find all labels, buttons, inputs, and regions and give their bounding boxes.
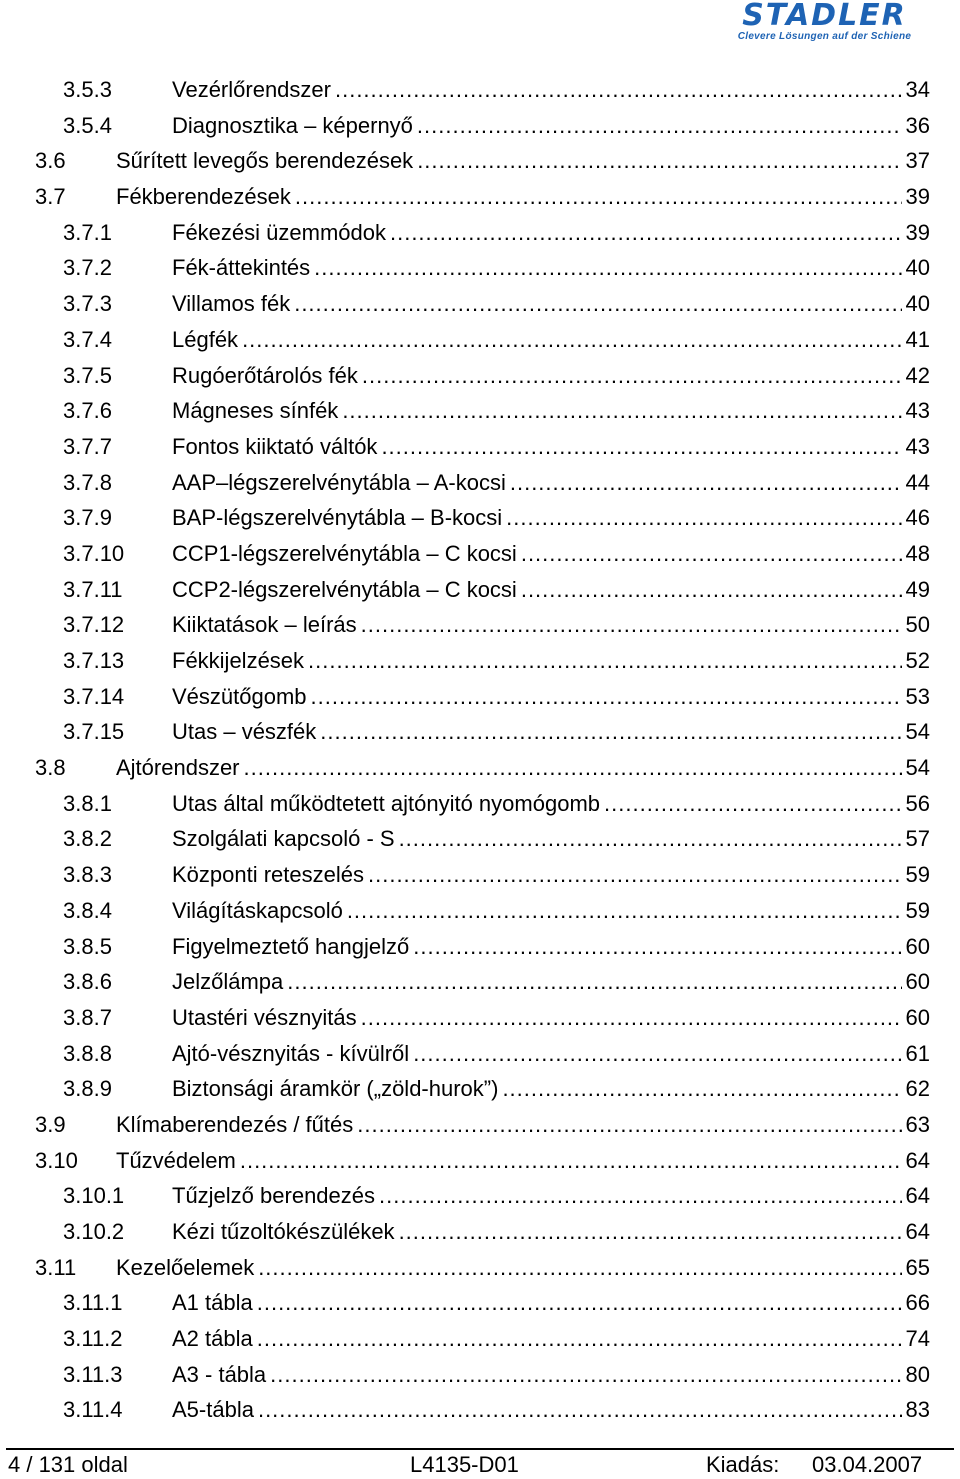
page-footer <box>0 1452 960 1478</box>
toc-entry[interactable] <box>0 1285 960 1321</box>
toc-entry-line <box>172 607 930 643</box>
toc-entry[interactable] <box>0 143 960 179</box>
toc-entry-page: 60 <box>905 969 930 995</box>
toc-entry[interactable] <box>0 1178 960 1214</box>
toc-entry-page: 50 <box>905 612 930 638</box>
toc-entry-number: 3.7.12 <box>63 612 125 638</box>
toc-dot-leader <box>361 607 902 643</box>
toc-entry[interactable] <box>0 500 960 536</box>
toc-entry-number: 3.9 <box>35 1111 66 1137</box>
toc-dot-leader <box>413 929 901 965</box>
toc-entry[interactable] <box>0 1000 960 1036</box>
toc-entry[interactable] <box>0 286 960 322</box>
toc-dot-leader <box>240 1143 902 1179</box>
toc-entry[interactable] <box>0 215 960 251</box>
toc-entry-number: 3.7.9 <box>63 505 112 531</box>
toc-entry-page: 52 <box>905 648 930 673</box>
toc-entry-line <box>172 358 930 394</box>
toc-entry-title: Szolgálati kapcsoló - S <box>172 826 395 852</box>
toc-entry[interactable] <box>0 786 960 822</box>
toc-entry-title: Ajtó-vésznyitás - kívülről <box>172 1040 410 1066</box>
toc-entry-number: 3.8.4 <box>63 897 112 923</box>
toc-entry-line <box>172 500 930 536</box>
toc-dot-leader <box>502 1071 901 1107</box>
toc-entry-line <box>172 1214 930 1250</box>
toc-entry-line <box>172 679 930 715</box>
toc-entry-line <box>172 72 930 108</box>
toc-entry[interactable] <box>0 250 960 286</box>
toc-entry-line <box>172 393 930 429</box>
toc-entry-page: 80 <box>905 1361 930 1387</box>
toc-entry-number: 3.8.1 <box>63 790 112 816</box>
toc-entry-page: 64 <box>905 1183 930 1209</box>
toc-dot-leader <box>357 1107 901 1143</box>
toc-dot-leader <box>390 215 902 251</box>
toc-entry-page: 56 <box>905 790 930 816</box>
toc-entry-number: 3.7.7 <box>63 433 112 459</box>
toc-entry-title: Világításkapcsoló <box>172 897 343 923</box>
toc-entry-title: Utastéri vésznyitás <box>172 1004 357 1030</box>
toc-entry-title: Klímaberendezés / fűtés <box>116 1111 354 1137</box>
toc-entry-page: 44 <box>905 469 930 495</box>
toc-entry-title: Központi reteszelés <box>172 862 364 888</box>
toc-entry-line <box>172 929 930 965</box>
toc-entry[interactable] <box>0 1036 960 1072</box>
toc-entry-number: 3.7.10 <box>63 540 125 566</box>
toc-entry-title: Fék-áttekintés <box>172 255 311 281</box>
toc-entry-page: 83 <box>905 1397 930 1423</box>
toc-entry-line <box>172 714 930 750</box>
toc-entry-number: 3.5.4 <box>63 112 112 138</box>
toc-entry-line <box>172 821 930 857</box>
toc-entry[interactable] <box>0 893 960 929</box>
toc-entry-page: 59 <box>905 897 930 923</box>
toc-entry-number: 3.7.14 <box>63 683 125 709</box>
toc-entry[interactable] <box>0 1321 960 1357</box>
toc-entry-page: 60 <box>905 1004 930 1030</box>
toc-entry[interactable] <box>0 1392 960 1428</box>
toc-entry-number: 3.8.2 <box>63 826 112 852</box>
toc-dot-leader <box>270 1357 901 1393</box>
toc-dot-leader <box>242 322 901 358</box>
toc-entry-number: 3.7.6 <box>63 398 112 424</box>
toc-entry[interactable] <box>0 72 960 108</box>
toc-entry-line <box>172 1285 930 1321</box>
toc-entry-title: Fékkijelzések <box>172 648 305 673</box>
toc-entry-number: 3.8.3 <box>63 862 112 888</box>
toc-entry-title: Fékezési üzemmódok <box>172 219 386 245</box>
toc-dot-leader <box>521 536 902 572</box>
footer-divider <box>6 1448 954 1450</box>
toc-entry[interactable] <box>0 714 960 750</box>
toc-entry-page: 61 <box>905 1040 930 1066</box>
toc-dot-leader <box>258 1392 902 1428</box>
toc-entry-line <box>172 215 930 251</box>
toc-entry-title: A1 tábla <box>172 1290 253 1316</box>
toc-entry-title: Kiiktatások – leírás <box>172 612 357 638</box>
toc-dot-leader <box>417 108 902 144</box>
toc-dot-leader <box>335 72 902 108</box>
toc-entry-line <box>172 786 930 822</box>
toc-entry-title: A5-tábla <box>172 1397 254 1423</box>
toc-entry-title: Rugóerőtárolós fék <box>172 362 358 388</box>
toc-entry-page: 64 <box>905 1219 930 1244</box>
toc-entry-line <box>116 1143 930 1179</box>
toc-entry[interactable] <box>0 929 960 965</box>
toc-entry-number: 3.8.7 <box>63 1004 112 1030</box>
footer-doc-id: L4135-D01 <box>410 1452 519 1477</box>
toc-entry-page: 36 <box>905 112 930 138</box>
toc-entry-line <box>116 143 930 179</box>
toc-entry[interactable] <box>0 607 960 643</box>
toc-entry-page: 65 <box>905 1254 930 1280</box>
toc-dot-leader <box>258 1250 901 1286</box>
toc-entry-title: Tűzvédelem <box>116 1147 236 1173</box>
toc-entry-page: 62 <box>905 1076 930 1102</box>
logo-slogan: Clevere Lösungen auf der Schiene <box>737 31 912 42</box>
toc-entry-number: 3.8.5 <box>63 933 112 959</box>
toc-entry[interactable] <box>0 821 960 857</box>
footer-issue-label: Kiadás: <box>706 1452 780 1477</box>
toc-entry-page: 41 <box>905 326 930 352</box>
toc-entry-line <box>116 1107 930 1143</box>
toc-dot-leader <box>342 393 901 429</box>
toc-entry-title: Vezérlőrendszer <box>172 77 331 102</box>
toc-entry-title: Sűrített levegős berendezések <box>116 148 414 174</box>
toc-entry-line <box>172 1178 930 1214</box>
toc-entry-line <box>172 643 930 679</box>
toc-entry-title: Figyelmeztető hangjelző <box>172 933 410 959</box>
toc-entry-line <box>116 1250 930 1286</box>
toc-entry-line <box>116 179 930 215</box>
toc-entry-line <box>172 322 930 358</box>
toc-dot-leader <box>604 786 902 822</box>
toc-dot-leader <box>399 821 902 857</box>
toc-dot-leader <box>399 1214 902 1250</box>
toc-entry-title: Kezelőelemek <box>116 1254 255 1280</box>
toc-entry-number: 3.7.11 <box>63 576 123 602</box>
toc-entry-title: A3 - tábla <box>172 1361 267 1387</box>
toc-entry[interactable] <box>0 1071 960 1107</box>
toc-entry-number: 3.10.1 <box>63 1183 125 1209</box>
toc-entry-page: 59 <box>905 862 930 888</box>
toc-entry-number: 3.7.13 <box>63 648 125 673</box>
toc-entry[interactable] <box>0 429 960 465</box>
toc-entry[interactable] <box>0 857 960 893</box>
toc-entry-line <box>172 964 930 1000</box>
toc-dot-leader <box>521 572 902 608</box>
toc-entry-page: 64 <box>905 1147 930 1173</box>
toc-entry-title: Utas által működtetett ajtónyitó nyomógomb <box>172 790 601 816</box>
toc-entry-page: 46 <box>905 505 930 531</box>
toc-entry-title: CCP1-légszerelvénytábla – C kocsi <box>172 540 517 566</box>
toc-entry-line <box>172 1321 930 1357</box>
toc-entry-number: 3.7.15 <box>63 719 125 745</box>
toc-entry[interactable] <box>0 393 960 429</box>
toc-entry[interactable] <box>0 679 960 715</box>
toc-entry-number: 3.11 <box>35 1254 77 1280</box>
toc-dot-leader <box>314 250 901 286</box>
toc-entry[interactable] <box>0 1357 960 1393</box>
toc-entry-number: 3.6 <box>35 148 66 174</box>
toc-entry[interactable] <box>0 179 960 215</box>
toc-entry-page: 37 <box>905 148 930 174</box>
toc-entry-page: 39 <box>905 219 930 245</box>
toc-entry-page: 43 <box>905 398 930 424</box>
toc-entry-line <box>172 857 930 893</box>
toc-entry-line <box>172 1036 930 1072</box>
toc-dot-leader <box>295 179 902 215</box>
toc-entry-line <box>116 750 930 786</box>
toc-entry-number: 3.7.8 <box>63 469 112 495</box>
toc-entry-page: 48 <box>905 540 930 566</box>
toc-dot-leader <box>361 1000 902 1036</box>
toc-entry[interactable] <box>0 643 960 679</box>
toc-dot-leader <box>368 857 902 893</box>
toc-entry-number: 3.7.5 <box>63 362 112 388</box>
footer-page-info: 4 / 131 oldal <box>8 1452 128 1477</box>
toc-entry-title: Diagnosztika – képernyő <box>172 112 413 138</box>
toc-dot-leader <box>381 429 901 465</box>
stadler-logo <box>707 0 942 44</box>
toc-entry-page: 54 <box>905 719 930 745</box>
toc-entry-page: 66 <box>905 1290 930 1316</box>
toc-dot-leader <box>311 679 902 715</box>
toc-dot-leader <box>506 500 901 536</box>
toc-entry-title: Jelzőlámpa <box>172 969 284 995</box>
logo-wordmark: STADLER <box>742 0 907 33</box>
toc-entry-number: 3.7.1 <box>63 219 112 245</box>
toc-entry-number: 3.11.3 <box>63 1361 123 1387</box>
toc-dot-leader <box>294 286 901 322</box>
toc-entry[interactable] <box>0 1107 960 1143</box>
toc-dot-leader <box>510 465 902 501</box>
toc-entry-line <box>172 286 930 322</box>
toc-entry-number: 3.7.2 <box>63 255 112 281</box>
toc-entry-title: Biztonsági áramkör („zöld-hurok”) <box>172 1076 499 1102</box>
toc-entry-number: 3.11.4 <box>63 1397 123 1423</box>
toc-entry-number: 3.11.1 <box>63 1290 123 1316</box>
toc-dot-leader <box>244 750 902 786</box>
toc-entry[interactable] <box>0 465 960 501</box>
toc-entry-number: 3.7.3 <box>63 291 112 317</box>
toc-entry-title: Utas – vészfék <box>172 719 317 745</box>
toc-entry[interactable] <box>0 358 960 394</box>
toc-entry[interactable] <box>0 1143 960 1179</box>
toc-entry-page: 57 <box>905 826 930 852</box>
toc-dot-leader <box>320 714 901 750</box>
toc-entry-page: 74 <box>905 1326 930 1352</box>
toc-entry-page: 43 <box>905 433 930 459</box>
toc-entry[interactable] <box>0 572 960 608</box>
toc-entry-line <box>172 465 930 501</box>
toc-entry-number: 3.10.2 <box>63 1219 125 1244</box>
toc-entry-line <box>172 108 930 144</box>
toc-entry-page: 53 <box>905 683 930 709</box>
toc-entry-title: Ajtórendszer <box>116 755 240 781</box>
toc-entry-number: 3.8.8 <box>63 1040 112 1066</box>
toc-entry[interactable] <box>0 750 960 786</box>
toc-entry-number: 3.8 <box>35 755 66 781</box>
toc-entry[interactable] <box>0 1214 960 1250</box>
toc-entry-page: 63 <box>905 1111 930 1137</box>
toc-entry-title: A2 tábla <box>172 1326 253 1352</box>
toc-entry-page: 60 <box>905 933 930 959</box>
toc-entry-line <box>172 1000 930 1036</box>
toc-dot-leader <box>347 893 902 929</box>
toc-entry-title: CCP2-légszerelvénytábla – C kocsi <box>172 576 517 602</box>
toc-entry-title: Légfék <box>172 326 239 352</box>
toc-entry-title: Tűzjelző berendezés <box>172 1183 376 1209</box>
toc-entry[interactable] <box>0 322 960 358</box>
toc-entry-line <box>172 1071 930 1107</box>
footer-issue-date: 03.04.2007 <box>812 1452 923 1477</box>
toc-entry[interactable] <box>0 964 960 1000</box>
toc-entry-line <box>172 250 930 286</box>
toc-dot-leader <box>257 1321 902 1357</box>
toc-entry-line <box>172 572 930 608</box>
toc-entry-line <box>172 893 930 929</box>
table-of-contents <box>0 72 960 1428</box>
toc-entry-page: 40 <box>905 291 930 317</box>
toc-entry-title: Villamos fék <box>172 291 291 317</box>
toc-entry-line <box>172 536 930 572</box>
toc-dot-leader <box>287 964 901 1000</box>
toc-entry-title: Kézi tűzoltókészülékek <box>172 1219 395 1244</box>
toc-entry-title: Fontos kiiktató váltók <box>172 433 378 459</box>
toc-entry-number: 3.10 <box>35 1147 78 1173</box>
toc-entry-number: 3.5.3 <box>63 77 112 102</box>
toc-entry-title: Fékberendezések <box>116 184 291 210</box>
toc-dot-leader <box>257 1285 902 1321</box>
toc-entry-line <box>172 1392 930 1428</box>
toc-dot-leader <box>413 1036 901 1072</box>
toc-entry-title: AAP–légszerelvénytábla – A-kocsi <box>172 469 506 495</box>
toc-dot-leader <box>417 143 901 179</box>
toc-entry-page: 49 <box>905 576 930 602</box>
toc-entry[interactable] <box>0 1250 960 1286</box>
toc-entry-number: 3.8.9 <box>63 1076 112 1102</box>
toc-entry[interactable] <box>0 536 960 572</box>
toc-dot-leader <box>308 643 901 679</box>
toc-entry-page: 54 <box>905 755 930 781</box>
toc-entry[interactable] <box>0 108 960 144</box>
toc-entry-title: Vészütőgomb <box>172 683 307 709</box>
toc-entry-number: 3.8.6 <box>63 969 112 995</box>
toc-dot-leader <box>379 1178 902 1214</box>
toc-entry-page: 34 <box>905 77 930 102</box>
toc-entry-page: 42 <box>905 362 930 388</box>
toc-entry-page: 40 <box>905 255 930 281</box>
toc-entry-page: 39 <box>905 184 930 210</box>
toc-entry-title: Mágneses sínfék <box>172 398 339 424</box>
toc-entry-number: 3.7 <box>35 184 66 210</box>
toc-entry-line <box>172 429 930 465</box>
toc-dot-leader <box>362 358 902 394</box>
toc-entry-title: BAP-légszerelvénytábla – B-kocsi <box>172 505 503 531</box>
toc-entry-number: 3.7.4 <box>63 326 112 352</box>
toc-entry-number: 3.11.2 <box>63 1326 123 1352</box>
toc-entry-line <box>172 1357 930 1393</box>
